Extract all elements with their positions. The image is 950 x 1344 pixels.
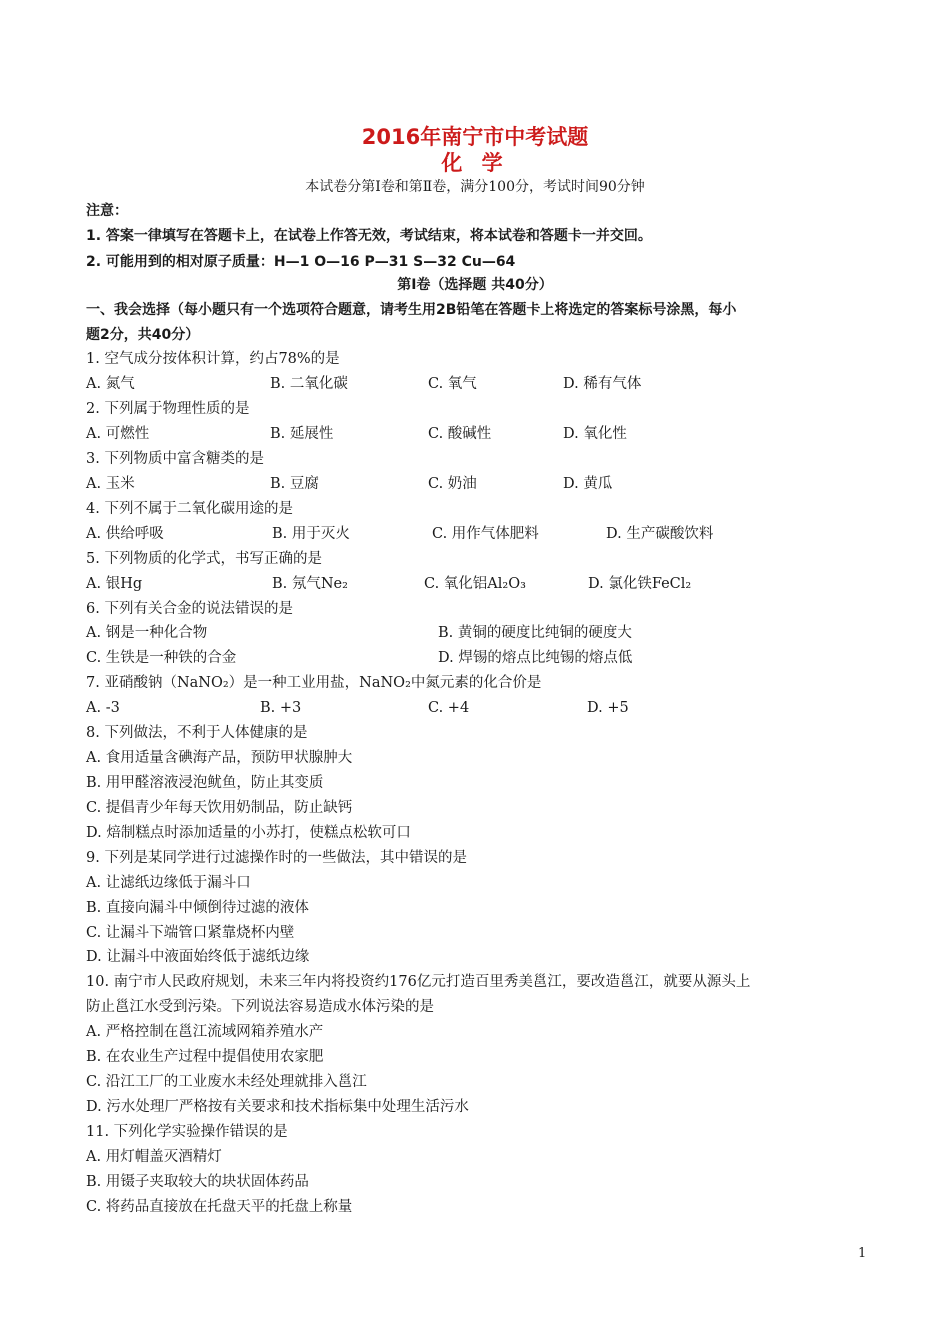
question-8-option-c: C. 提倡青少年每天饮用奶制品，防止缺钙 [86,800,353,816]
option-a: A. 钢是一种化合物 [86,625,208,641]
option-d: D. +5 [587,700,629,716]
option-d: D. 焊锡的熔点比纯锡的熔点低 [438,650,633,666]
question-11-option-a: A. 用灯帽盖灭酒精灯 [86,1149,222,1165]
option-c: C. +4 [428,700,470,716]
option-c: C. 生铁是一种铁的合金 [86,650,237,666]
question-9-option-d: D. 让漏斗中液面始终低于滤纸边缘 [86,949,310,965]
option-b: B. 二氧化碳 [270,376,348,392]
question-5-stem: 5. 下列物质的化学式，书写正确的是 [86,551,322,567]
option-b: B. 用于灭火 [272,526,350,542]
question-8-option-d: D. 焙制糕点时添加适量的小苏打，使糕点松软可口 [86,825,411,841]
option-d: D. 氧化性 [563,426,627,442]
question-10-stem-2: 防止邕江水受到污染。下列说法容易造成水体污染的是 [86,999,434,1015]
option-d: D. 氯化铁FeCl₂ [588,576,692,592]
option-c: C. 奶油 [428,476,477,492]
option-b: B. 氖气Ne₂ [272,576,348,592]
question-11-option-c: C. 将药品直接放在托盘天平的托盘上称量 [86,1199,353,1215]
option-b: B. 豆腐 [270,476,319,492]
option-a: A. -3 [86,700,120,716]
exam-subject: 化 学 [441,151,509,175]
page-number: 1 [858,1246,867,1261]
note-2: 2. 可能用到的相对原子质量：H—1 O—16 P—31 S—32 Cu—64 [86,254,516,270]
note-1: 1. 答案一律填写在答题卡上，在试卷上作答无效，考试结束，将本试卷和答题卡一并交回。 [86,228,652,244]
question-11-option-b: B. 用镊子夹取较大的块状固体药品 [86,1174,309,1190]
question-9-stem: 9. 下列是某同学进行过滤操作时的一些做法，其中错误的是 [86,850,467,866]
option-c: C. 氧化铝Al₂O₃ [424,576,526,592]
option-a: A. 银Hg [86,576,143,592]
question-10-option-d: D. 污水处理厂严格按有关要求和技术指标集中处理生活污水 [86,1099,469,1115]
option-c: C. 用作气体肥料 [432,526,539,542]
question-3-stem: 3. 下列物质中富含糖类的是 [86,451,264,467]
notes-label: 注意： [86,203,128,219]
option-b: B. +3 [260,700,302,716]
option-d: D. 生产碳酸饮料 [606,526,714,542]
exam-intro: 本试卷分第Ⅰ卷和第Ⅱ卷，满分100分，考试时间90分钟 [305,179,645,195]
question-7-stem: 7. 亚硝酸钠（NaNO₂）是一种工业用盐，NaNO₂中氮元素的化合价是 [86,675,542,691]
question-8-option-a: A. 食用适量含碘海产品，预防甲状腺肿大 [86,750,353,766]
question-10-option-b: B. 在农业生产过程中提倡使用农家肥 [86,1049,324,1065]
option-a: A. 氮气 [86,376,135,392]
question-6-stem: 6. 下列有关合金的说法错误的是 [86,601,293,617]
question-9-option-c: C. 让漏斗下端管口紧靠烧杯内壁 [86,925,295,941]
option-a: A. 玉米 [86,476,135,492]
question-8-option-b: B. 用甲醛溶液浸泡鱿鱼，防止其变质 [86,775,324,791]
option-c: C. 酸碱性 [428,426,492,442]
option-b: B. 延展性 [270,426,334,442]
question-8-stem: 8. 下列做法，不利于人体健康的是 [86,725,308,741]
question-2-stem: 2. 下列属于物理性质的是 [86,401,250,417]
question-9-option-a: A. 让滤纸边缘低于漏斗口 [86,875,251,891]
section-title: 第Ⅰ卷（选择题 共40分） [397,277,553,293]
exam-title: 2016年南宁市中考试题 [361,125,589,149]
option-d: D. 黄瓜 [563,476,613,492]
question-10-option-c: C. 沿江工厂的工业废水未经处理就排入邕江 [86,1074,367,1090]
section-instruction-1: 一、我会选择（每小题只有一个选项符合题意，请考生用2B铅笔在答题卡上将选定的答案标号涂黑，每小 [86,302,737,318]
section-instruction-2: 题2分，共40分） [86,327,200,343]
question-1-stem: 1. 空气成分按体积计算，约占78%的是 [86,351,340,367]
question-9-option-b: B. 直接向漏斗中倾倒待过滤的液体 [86,900,309,916]
question-11-stem: 11. 下列化学实验操作错误的是 [86,1124,288,1140]
question-10-option-a: A. 严格控制在邕江流域网箱养殖水产 [86,1024,324,1040]
option-c: C. 氧气 [428,376,477,392]
option-b: B. 黄铜的硬度比纯铜的硬度大 [438,625,632,641]
option-d: D. 稀有气体 [563,376,642,392]
question-4-stem: 4. 下列不属于二氧化碳用途的是 [86,501,293,517]
option-a: A. 可燃性 [86,426,150,442]
question-10-stem-1: 10. 南宁市人民政府规划，未来三年内将投资约176亿元打造百里秀美邕江，要改造邕江，就要从源头上 [86,974,751,990]
option-a: A. 供给呼吸 [86,526,164,542]
